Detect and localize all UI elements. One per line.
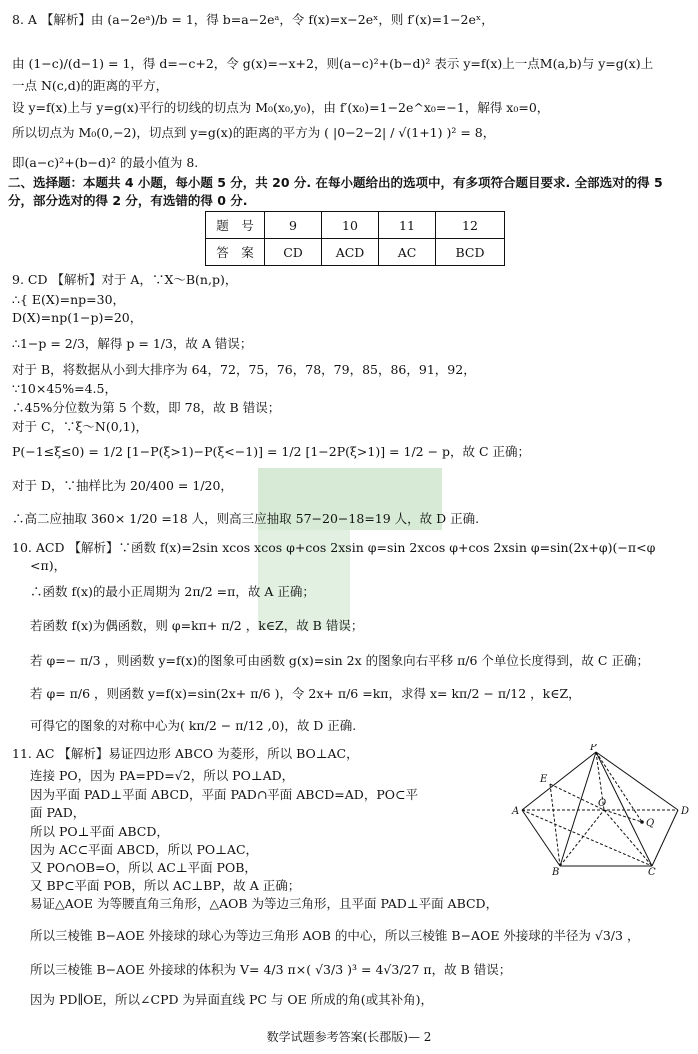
- table-cell: AC: [379, 239, 436, 266]
- point-Q: [640, 820, 644, 824]
- edge-PA: [522, 752, 596, 810]
- q9-line-10: 对于 D，∵抽样比为 20/400 = 1/20，: [12, 478, 233, 493]
- q11-line-1: 11. AC 【解析】易证四边形 ABCO 为菱形，所以 BO⊥AC，: [12, 746, 359, 761]
- segment-BO: [560, 810, 604, 866]
- q8-line-3: 一点 N(c,d)的距离的平方，: [12, 78, 169, 93]
- q10-line-3: ∴函数 f(x)的最小正周期为 2π/2 =π，故 A 正确；: [30, 584, 315, 599]
- segment-OQ: [604, 810, 642, 822]
- q10-line-5: 若 φ=− π/3 ，则函数 y=f(x)的图象可由函数 g(x)=sin 2x 的图象向右平移 π/6 个单位长度得到，故 C 正确；: [30, 653, 649, 668]
- q10-line-4: 若函数 f(x)为偶函数，则 φ=kπ+ π/2 ，k∈Z，故 B 错误；: [30, 618, 364, 633]
- table-cell: 9: [265, 212, 322, 239]
- q9-line-3: D(X)=np(1−p)=20，: [12, 310, 143, 325]
- q10-line-1: 10. ACD 【解析】∵函数 f(x)=2sin xcos xcos φ+cos 2xsin φ=sin 2xcos φ+cos 2xsin φ=sin(2x+φ)(−π<φ: [12, 540, 656, 555]
- page-footer: 数学试题参考答案(长郡版)— 2: [266, 1030, 432, 1044]
- table-row: [206, 212, 505, 239]
- table-header-cell: 答 案: [206, 239, 265, 266]
- q10-line-6: 若 φ= π/6 ，则函数 y=f(x)=sin(2x+ π/6 )，令 2x+ π/6 =kπ，求得 x= kπ/2 − π/12 ，k∈Z，: [30, 686, 581, 701]
- q9-line-5: 对于 B，将数据从小到大排序为 64，72，75，76，78，79，85，86，91，92，: [12, 362, 476, 377]
- q9-line-1: 9. CD 【解析】对于 A，∵X～B(n,p)，: [12, 272, 238, 287]
- label-B: B: [552, 867, 560, 876]
- q11-line-9: 易证△AOE 为等腰直角三角形，△AOB 为等边三角形，且平面 PAD⊥平面 ABCD，: [30, 896, 499, 911]
- edge-PD: [596, 752, 678, 810]
- q10-line-2: <π)，: [30, 558, 67, 573]
- edge-PC: [596, 752, 655, 866]
- label-A: A: [512, 806, 520, 817]
- section-heading-line-2: 分，部分选对的得 2 分，有选错的得 0 分.: [8, 193, 248, 208]
- q11-line-5: 所以 PO⊥平面 ABCD，: [30, 824, 169, 839]
- q11-line-4: 面 PAD，: [30, 805, 86, 820]
- answer-table: [205, 211, 505, 266]
- label-D: D: [681, 806, 690, 817]
- q9-line-11: ∴高二应抽取 360× 1/20 =18 人，则高三应抽取 57−20−18=19 人，故 D 正确.: [12, 511, 480, 526]
- q11-line-6: 因为 AC⊂平面 ABCD，所以 PO⊥AC，: [30, 842, 259, 857]
- q8-line-6: 即(a−c)²+(b−d)² 的最小值为 8.: [12, 155, 199, 170]
- q11-line-8: 又 BP⊂平面 POB，所以 AC⊥BP，故 A 正确；: [30, 878, 301, 893]
- q9-line-2: ∴{ E(X)=np=30，: [12, 292, 126, 307]
- table-cell: 11: [379, 212, 436, 239]
- q8-line-2: 由 (1−c)/(d−1) = 1，得 d=−c+2，令 g(x)=−x+2，则(a−c)²+(b−d)² 表示 y=f(x)上一点M(a,b)与 y=g(x)上: [12, 56, 654, 71]
- table-cell: ACD: [322, 239, 379, 266]
- q10-line-7: 可得它的图象的对称中心为( kπ/2 − π/12 ,0)，故 D 正确.: [30, 718, 357, 733]
- segment-EO: [550, 784, 607, 810]
- label-P: P: [590, 744, 597, 753]
- q9-line-6: ∵10×45%=4.5，: [12, 381, 117, 396]
- section-heading-line-1: 二、选择题：本题共 4 小题，每小题 5 分，共 20 分. 在每小题给出的选项中，有多项符合题目要求. 全部选对的得 5: [8, 175, 663, 190]
- label-Q: Q: [646, 818, 655, 829]
- label-E: E: [540, 774, 548, 785]
- q11-line-3: 因为平面 PAD⊥平面 ABCD，平面 PAD∩平面 ABCD=AD，PO⊂平: [30, 787, 418, 802]
- q8-line-5: 所以切点为 M₀(0,−2)，切点到 y=g(x)的距离的平方为 ( |0−2−2| / √(1+1) )² = 8，: [12, 125, 496, 140]
- label-C: C: [648, 867, 656, 876]
- table-cell: 12: [436, 212, 505, 239]
- q8-line-4: 设 y=f(x)上与 y=g(x)平行的切线的切点为 M₀(x₀,y₀)，由 f′(x₀)=1−2e^x₀=−1，解得 x₀=0，: [12, 100, 550, 115]
- q11-line-12: 因为 PD∥OE，所以∠CPD 为异面直线 PC 与 OE 所成的角(或其补角)，: [30, 992, 433, 1007]
- q11-line-7: 又 PO∩OB=O，所以 AC⊥平面 POB，: [30, 860, 257, 875]
- edge-PB: [560, 752, 596, 866]
- q9-line-7: ∴45%分位数为第 5 个数，即 78，故 B 错误；: [12, 400, 281, 415]
- q11-line-10: 所以三棱锥 B−AOE 外接球的球心为等边三角形 AOB 的中心，所以三棱锥 B−AOE 外接球的半径为 √3/3 ，: [30, 928, 640, 943]
- q11-line-2: 连接 PO，因为 PA=PD=√2，所以 PO⊥AD，: [30, 768, 295, 783]
- segment-OC: [604, 810, 655, 866]
- q9-line-8: 对于 C，∵ξ～N(0,1)，: [12, 419, 148, 434]
- q8-line-1: 8. A 【解析】由 (a−2eᵃ)/b = 1，得 b=a−2eᵃ，令 f(x)=x−2eˣ，则 f′(x)=1−2eˣ，: [12, 12, 494, 27]
- table-cell: BCD: [436, 239, 505, 266]
- table-header-cell: 题 号: [206, 212, 265, 239]
- pyramid-figure: [510, 744, 690, 876]
- table-cell: 10: [322, 212, 379, 239]
- q9-line-9: P(−1≤ξ≤0) = 1/2 [1−P(ξ>1)−P(ξ<−1)] = 1/2 [1−2P(ξ>1)] = 1/2 − p，故 C 正确；: [12, 444, 531, 459]
- edge-CD: [652, 810, 678, 866]
- table-cell: CD: [265, 239, 322, 266]
- q11-line-11: 所以三棱锥 B−AOE 外接球的体积为 V= 4/3 π×( √3/3 )³ = 4√3/27 π，故 B 错误；: [30, 962, 512, 977]
- label-O: O: [598, 798, 607, 809]
- table-row: [206, 239, 505, 266]
- segment-PQ: [596, 752, 642, 822]
- q9-line-4: ∴1−p = 2/3，解得 p = 1/3，故 A 错误；: [12, 336, 253, 351]
